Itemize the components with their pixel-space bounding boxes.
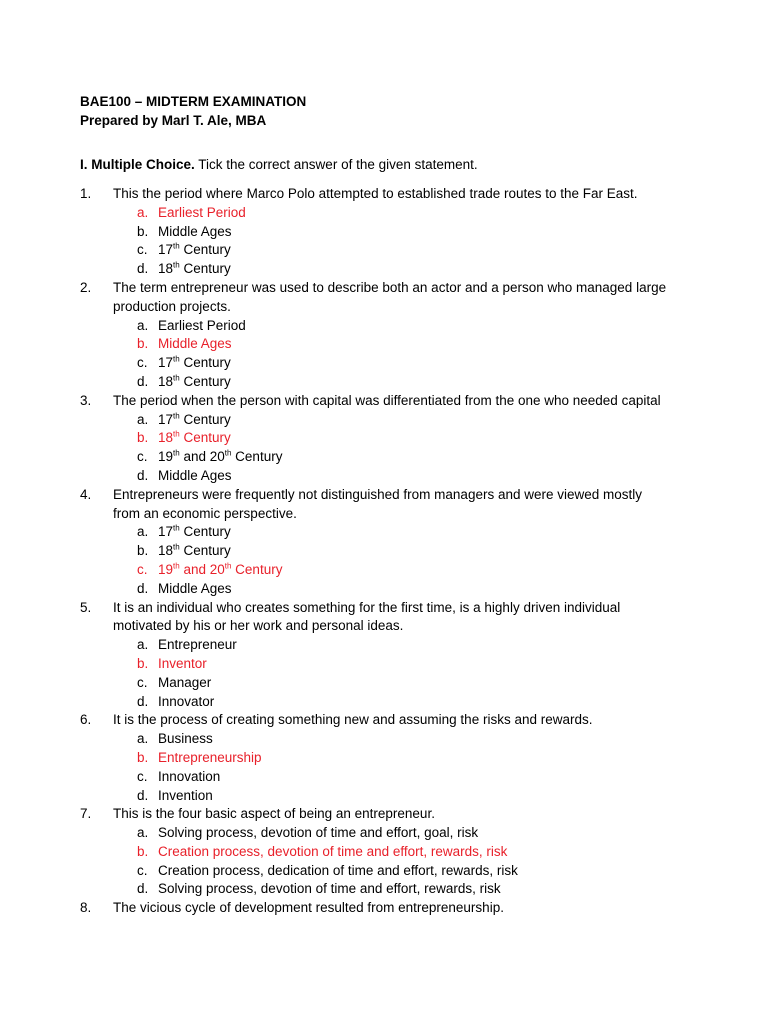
option-text: 19th and 20th Century xyxy=(158,561,283,577)
answer-option xyxy=(113,317,670,336)
option-text: Inventor xyxy=(158,655,207,671)
exam-author: Prepared by Marl T. Ale, MBA xyxy=(80,112,267,128)
option-list xyxy=(113,204,670,279)
correct-option xyxy=(113,561,670,580)
option-text: Solving process, devotion of time and effort, goal, risk xyxy=(158,825,479,841)
answer-option xyxy=(113,862,670,881)
answer-option xyxy=(113,467,670,486)
question-number: 7. xyxy=(80,806,92,822)
question-item xyxy=(80,392,670,486)
question-text: The period when the person with capital was differentiated from the one who needed capital xyxy=(113,392,661,408)
option-letter: c. xyxy=(137,449,148,465)
correct-option xyxy=(113,843,670,862)
answer-option xyxy=(113,674,670,693)
question-number: 3. xyxy=(80,392,92,408)
question-number: 8. xyxy=(80,900,92,916)
option-text: Invention xyxy=(158,787,213,803)
section-instruction: Tick the correct answer of the given statement. xyxy=(194,157,478,172)
ordinal-suffix: th xyxy=(173,354,180,364)
question-number: 2. xyxy=(80,279,92,295)
question-text: Entrepreneurs were frequently not distinguished from managers and were viewed mostly from an economic perspective. xyxy=(113,486,643,521)
option-letter: a. xyxy=(137,317,149,333)
question-number: 4. xyxy=(80,486,92,502)
option-letter: d. xyxy=(137,693,149,709)
option-text: 17th Century xyxy=(158,241,231,258)
option-letter: b. xyxy=(137,223,149,239)
option-text: Creation process, dedication of time and effort, rewards, risk xyxy=(158,862,518,878)
option-letter: d. xyxy=(137,580,149,596)
option-letter: d. xyxy=(137,261,149,277)
correct-option xyxy=(113,335,670,354)
answer-option xyxy=(113,730,670,749)
option-letter: d. xyxy=(137,881,149,897)
question-text: The vicious cycle of development resulted from entrepreneurship. xyxy=(113,900,504,916)
option-list xyxy=(113,523,670,598)
option-list xyxy=(113,824,670,899)
answer-option xyxy=(113,241,670,260)
question-number: 5. xyxy=(80,599,92,615)
question-item xyxy=(80,899,670,918)
correct-option xyxy=(113,204,670,223)
option-letter: a. xyxy=(137,411,149,427)
answer-option xyxy=(113,523,670,542)
option-text: 18th Century xyxy=(158,260,231,277)
answer-option xyxy=(113,636,670,655)
option-letter: c. xyxy=(137,561,148,577)
answer-option xyxy=(113,260,670,279)
option-text: Middle Ages xyxy=(158,223,232,239)
ordinal-suffix: th xyxy=(224,448,232,458)
option-text: 17th Century xyxy=(158,523,231,540)
ordinal-suffix: th xyxy=(224,561,232,571)
option-letter: c. xyxy=(137,355,148,371)
correct-option xyxy=(113,749,670,768)
answer-option xyxy=(113,411,670,430)
ordinal-suffix: th xyxy=(173,373,180,383)
option-letter: b. xyxy=(137,843,149,859)
option-text: 18th Century xyxy=(158,542,231,559)
option-text: Middle Ages xyxy=(158,580,232,596)
answer-option xyxy=(113,824,670,843)
option-text: 17th Century xyxy=(158,411,231,427)
correct-option xyxy=(113,655,670,674)
option-text: 18th Century xyxy=(158,429,231,446)
option-letter: b. xyxy=(137,336,149,352)
document-header xyxy=(80,93,306,130)
question-item xyxy=(80,599,670,712)
option-letter: c. xyxy=(137,768,148,784)
answer-option xyxy=(113,373,670,392)
option-text: Manager xyxy=(158,674,212,690)
option-letter: a. xyxy=(137,204,149,220)
question-text: This the period where Marco Polo attempted to established trade routes to the Far East. xyxy=(113,186,638,201)
answer-option xyxy=(113,542,670,561)
option-text: Solving process, devotion of time and effort, rewards, risk xyxy=(158,881,501,897)
correct-option xyxy=(113,429,670,448)
exam-title: BAE100 – MIDTERM EXAMINATION xyxy=(80,94,307,109)
option-letter: d. xyxy=(137,787,149,803)
option-letter: d. xyxy=(137,467,149,483)
question-number: 6. xyxy=(80,712,92,728)
answer-option xyxy=(113,223,670,242)
question-list xyxy=(80,185,670,918)
option-letter: b. xyxy=(137,655,149,671)
option-letter: a. xyxy=(137,825,149,841)
question-item xyxy=(80,711,670,805)
ordinal-suffix: th xyxy=(173,241,180,251)
question-text: This is the four basic aspect of being an entrepreneur. xyxy=(113,806,435,822)
answer-option xyxy=(113,768,670,787)
option-text: Middle Ages xyxy=(158,467,232,483)
option-text: Entrepreneur xyxy=(158,637,237,653)
question-text: The term entrepreneur was used to describe both an actor and a person who managed large production projects. xyxy=(113,279,667,314)
question-item xyxy=(80,279,670,392)
option-letter: a. xyxy=(137,731,149,747)
option-text: Earliest Period xyxy=(158,204,246,220)
answer-option xyxy=(113,787,670,806)
option-text: 19th and 20th Century xyxy=(158,448,283,465)
option-letter: d. xyxy=(137,373,149,389)
option-text: Creation process, devotion of time and effort, rewards, risk xyxy=(158,843,508,859)
option-letter: c. xyxy=(137,862,148,878)
ordinal-suffix: th xyxy=(173,561,180,571)
option-letter: b. xyxy=(137,543,149,559)
ordinal-suffix: th xyxy=(173,448,180,458)
question-item xyxy=(80,185,670,279)
question-item xyxy=(80,486,670,599)
option-letter: c. xyxy=(137,674,148,690)
option-letter: c. xyxy=(137,242,148,258)
option-text: Innovation xyxy=(158,768,221,784)
answer-option xyxy=(113,448,670,467)
question-number: 1. xyxy=(80,186,92,201)
option-text: Innovator xyxy=(158,693,215,709)
question-text: It is the process of creating something new and assuming the risks and rewards. xyxy=(113,712,593,728)
option-text: 17th Century xyxy=(158,354,231,371)
option-text: Middle Ages xyxy=(158,336,232,352)
option-list xyxy=(113,730,670,805)
answer-option xyxy=(113,880,670,899)
section-heading xyxy=(80,156,478,175)
ordinal-suffix: th xyxy=(173,411,180,421)
option-text: Entrepreneurship xyxy=(158,749,262,765)
option-letter: b. xyxy=(137,749,149,765)
option-text: 18th Century xyxy=(158,373,231,389)
option-list xyxy=(113,411,670,486)
option-letter: b. xyxy=(137,430,149,446)
answer-option xyxy=(113,580,670,599)
option-list xyxy=(113,636,670,711)
option-text: Earliest Period xyxy=(158,317,246,333)
question-item xyxy=(80,805,670,899)
option-list xyxy=(113,317,670,392)
answer-option xyxy=(113,354,670,373)
question-text: It is an individual who creates something for the first time, is a highly driven individual motivated by his or her work and personal ideas. xyxy=(113,599,621,634)
option-text: Business xyxy=(158,731,213,747)
ordinal-suffix: th xyxy=(173,523,180,533)
option-letter: a. xyxy=(137,637,149,653)
answer-option xyxy=(113,693,670,712)
ordinal-suffix: th xyxy=(173,429,180,439)
ordinal-suffix: th xyxy=(173,542,180,552)
option-letter: a. xyxy=(137,524,149,540)
ordinal-suffix: th xyxy=(173,260,180,270)
section-label: I. Multiple Choice. xyxy=(80,157,195,172)
